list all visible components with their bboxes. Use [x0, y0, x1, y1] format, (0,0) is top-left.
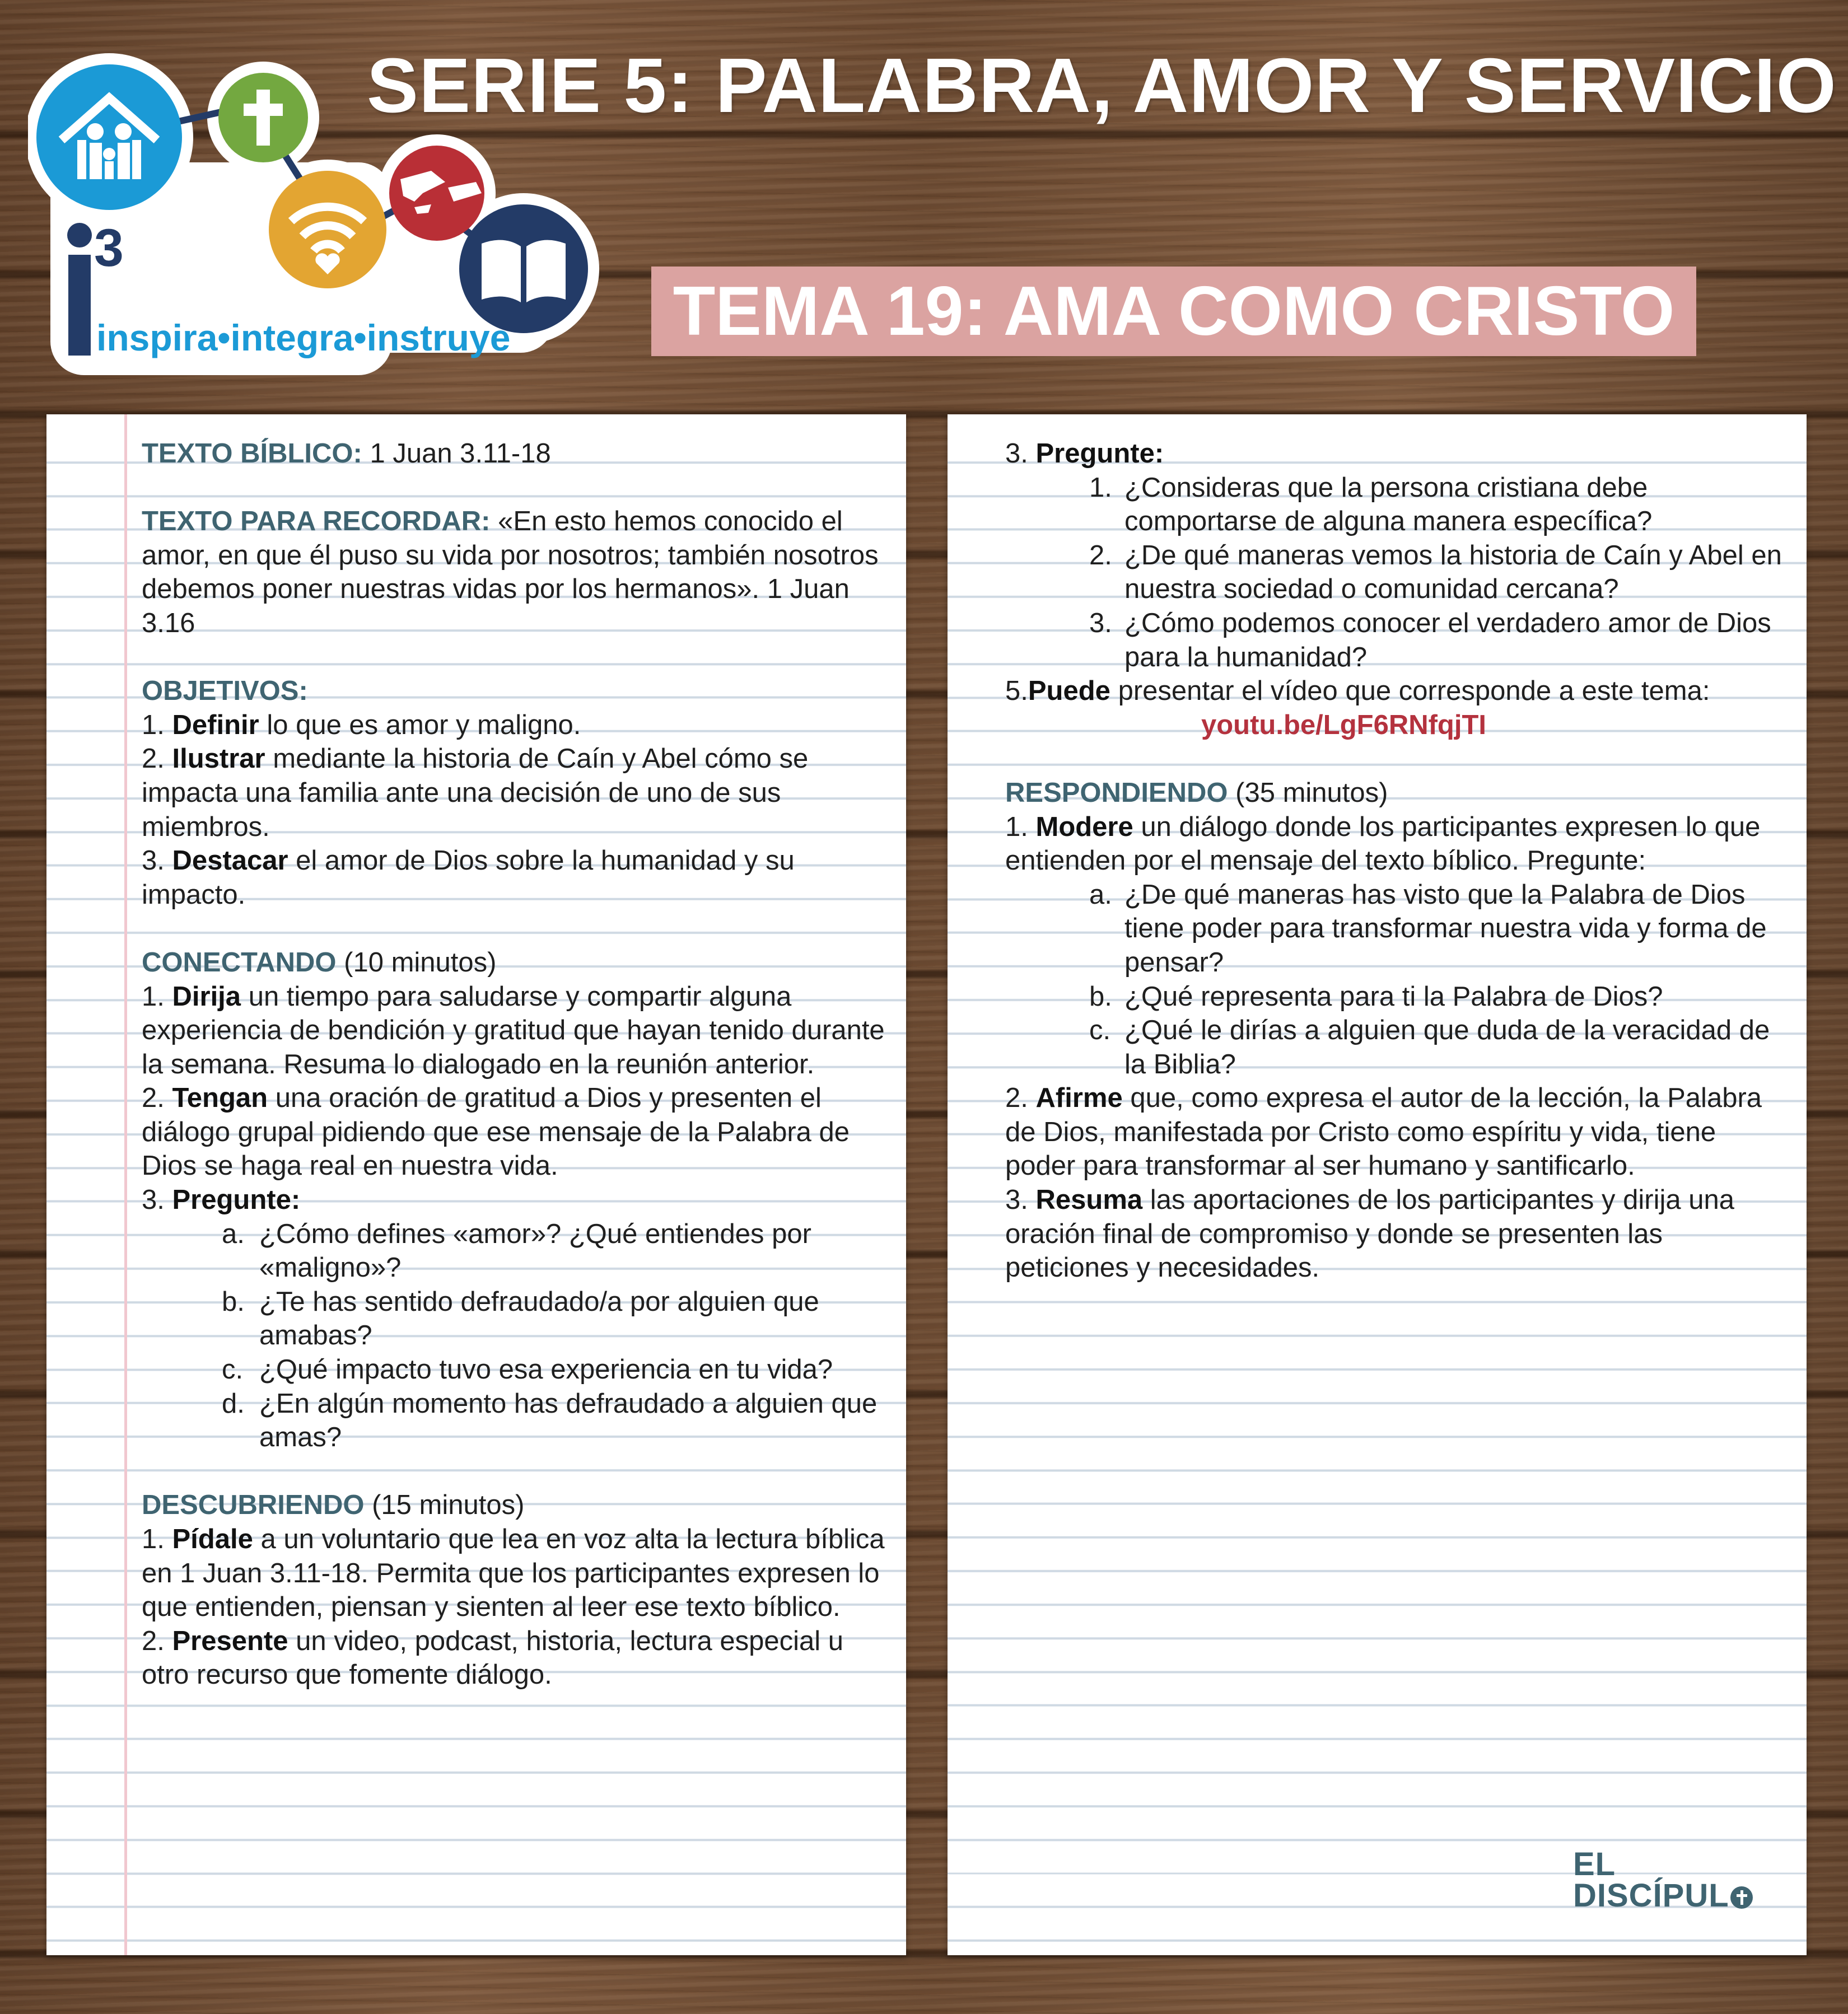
- puede-item: 5.Puede presentar el vídeo que corresponde a este tema:: [1005, 676, 1710, 707]
- serie-title: SERIE 5: PALABRA, AMOR Y SERVICIO: [367, 43, 1837, 129]
- question-item: 1. ¿Consideras que la persona cristiana debe comportarse de alguna manera específica?: [1089, 472, 1653, 537]
- left-column: [142, 437, 898, 1692]
- texto-biblico: [142, 437, 898, 471]
- brand-line-1: EL: [1573, 1846, 1616, 1882]
- respondiendo-item: 2. Afirme que, como expresa el autor de la lección, la Palabra de Dios, manifestada por Cristo como espíritu y vida, tiene poder para transformar al ser humano y santificarlo.: [1005, 1083, 1762, 1181]
- question-item: b. ¿Qué representa para ti la Palabra de Dios?: [1089, 981, 1663, 1012]
- i3-mark: [67, 223, 92, 356]
- question-item: c. ¿Qué le dirías a alguien que duda de la veracidad de la Biblia?: [1089, 1015, 1770, 1080]
- conectando-item: 2. Tengan una oración de gratitud a Dios y presenten el diálogo grupal pidiendo que ese mensaje de la Palabra de Dios se haga real en nuestra vida.: [142, 1083, 850, 1181]
- right-column: [1005, 437, 1789, 1285]
- texto-recordar: [142, 504, 898, 640]
- right-notebook-page: [948, 414, 1807, 1955]
- objetivo-item: 2. Ilustrar mediante la historia de Caín y Abel cómo se impacta una familia ante una decisión de uno de sus miembros.: [142, 744, 809, 842]
- video-link[interactable]: youtu.be/LgF6RNfqjTI: [1201, 709, 1486, 740]
- cross-circle-icon: [1730, 1886, 1753, 1909]
- respondiendo-heading: RESPONDIENDO (35 minutos): [1005, 777, 1388, 808]
- tema-title: TEMA 19: AMA COMO CRISTO: [673, 273, 1675, 350]
- conectando-heading: CONECTANDO (10 minutos): [142, 947, 497, 978]
- tema-banner: [651, 267, 1696, 356]
- texto-recordar-label: TEXTO PARA RECORDAR:: [142, 506, 491, 537]
- respondiendo-item: 1. Modere un diálogo donde los participantes expresen lo que entienden por el mensaje del texto bíblico. Pregunte:: [1005, 811, 1761, 876]
- question-item: 2. ¿De qué maneras vemos la historia de Caín y Abel en nuestra sociedad o comunidad cercana?: [1089, 540, 1782, 605]
- objetivo-item: 3. Destacar el amor de Dios sobre la humanidad y su impacto.: [142, 845, 795, 910]
- descubriendo-item: 2. Presente un video, podcast, historia, lectura especial u otro recurso que fomente diálogo.: [142, 1625, 843, 1690]
- texto-biblico-ref: 1 Juan 3.11-18: [370, 438, 551, 469]
- el-discipulo-logo: [1573, 1846, 1786, 1927]
- texto-biblico-label: TEXTO BÍBLICO:: [142, 438, 362, 469]
- texto-recordar-text: «En esto hemos conocido el amor, en que él puso su vida por nosotros; también nosotros debemos poner nuestras vidas por los hermanos». 1 Juan 3.16: [142, 506, 879, 638]
- respondiendo-item: 3. Resuma las aportaciones de los participantes y dirija una oración final de compromiso y donde se presenten las peticiones y necesidades.: [1005, 1185, 1734, 1283]
- question-item: c. ¿Qué impacto tuvo esa experiencia en tu vida?: [222, 1354, 833, 1385]
- question-item: a. ¿Cómo defines «amor»? ¿Qué entiendes por «maligno»?: [222, 1218, 811, 1283]
- margin-line: [124, 414, 127, 1955]
- left-notebook-page: [46, 414, 906, 1955]
- question-item: a. ¿De qué maneras has visto que la Palabra de Dios tiene poder para transformar nuestra vida y forma de pensar?: [1089, 879, 1767, 978]
- conectando-item: 1. Dirija un tiempo para saludarse y compartir alguna experiencia de bendición y gratitud que hayan tenido durante la semana. Resuma lo dialogado en la reunión anterior.: [142, 981, 885, 1080]
- brand-word: DISCÍPUL: [1573, 1877, 1729, 1914]
- wifi-heart-icon: [269, 171, 386, 288]
- logo-superscript: 3: [94, 218, 124, 278]
- conectando-item: 3. Pregunte:: [142, 1185, 301, 1216]
- caribbean-map-icon: [389, 146, 484, 241]
- family-house-icon: [36, 64, 182, 210]
- pregunte-item: 3. Pregunte:: [1005, 438, 1164, 469]
- cross-icon: [218, 73, 308, 162]
- question-item: b. ¿Te has sentido defraudado/a por alguien que amabas?: [222, 1286, 819, 1351]
- open-book-icon: [459, 204, 588, 333]
- objetivos-heading: OBJETIVOS:: [142, 676, 308, 707]
- brand-line-2: [1573, 1877, 1786, 1914]
- objetivo-item: 1. Definir lo que es amor y maligno.: [142, 709, 581, 740]
- logo-tagline: inspira•integra•instruye: [96, 317, 511, 358]
- question-item: 3. ¿Cómo podemos conocer el verdadero amor de Dios para la humanidad?: [1089, 608, 1771, 672]
- descubriendo-item: 1. Pídale a un voluntario que lea en voz alta la lectura bíblica en 1 Juan 3.11-18. Permita que los participantes expresen lo que entienden, piensan y sienten al leer ese texto bíblico.: [142, 1524, 885, 1623]
- descubriendo-heading: DESCUBRIENDO (15 minutos): [142, 1490, 525, 1521]
- question-item: d. ¿En algún momento has defraudado a alguien que amas?: [222, 1388, 878, 1453]
